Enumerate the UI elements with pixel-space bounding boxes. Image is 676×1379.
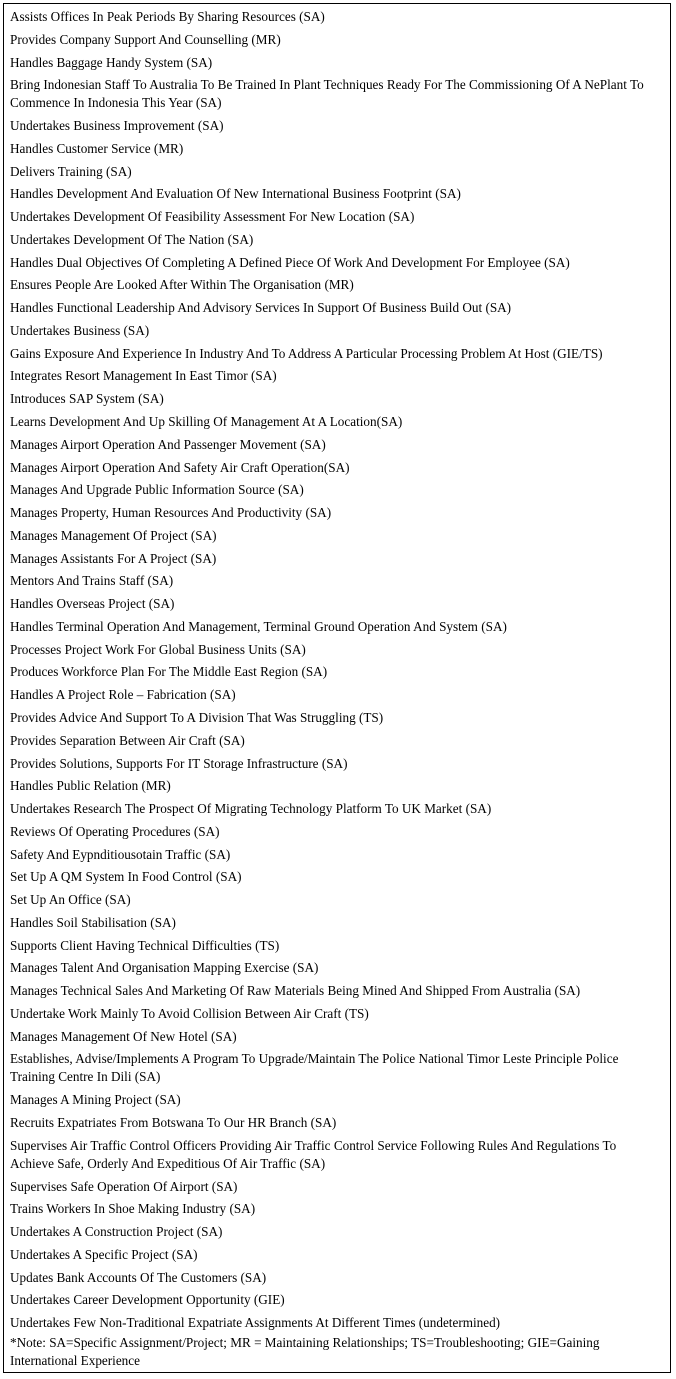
list-item: Integrates Resort Management In East Timor (SA) bbox=[10, 368, 277, 384]
list-item: Manages Airport Operation And Safety Air Craft Operation(SA) bbox=[10, 459, 350, 475]
list-item: Manages Airport Operation And Passenger Movement (SA) bbox=[10, 436, 326, 452]
list-item: Undertakes Development Of Feasibility Assessment For New Location (SA) bbox=[10, 209, 415, 225]
list-item: Handles Functional Leadership And Advisory Services In Support Of Business Build Out (SA) bbox=[10, 300, 512, 316]
list-item: Provides Separation Between Air Craft (SA) bbox=[10, 732, 245, 748]
list-item: Processes Project Work For Global Business Units (SA) bbox=[10, 641, 306, 657]
list-item: Provides Advice And Support To A Division That Was Struggling (TS) bbox=[10, 709, 384, 725]
list-item: Undertakes Business (SA) bbox=[10, 322, 150, 338]
footnote: *Note: SA=Specific Assignment/Project; MR = Maintaining Relationships; TS=Troubleshooting; GIE=Gaining International Experience bbox=[10, 1335, 600, 1368]
list-item: Undertakes Career Development Opportunity (GIE) bbox=[10, 1292, 285, 1308]
list-item: Handles Overseas Project (SA) bbox=[10, 596, 175, 612]
list-item: Gains Exposure And Experience In Industry And To Address A Particular Processing Problem At Host (GIE/TS) bbox=[10, 345, 603, 361]
list-item: Undertakes Research The Prospect Of Migrating Technology Platform To UK Market (SA) bbox=[10, 801, 492, 817]
list-item: Undertakes Few Non-Traditional Expatriate Assignments At Different Times (undetermined) bbox=[10, 1315, 501, 1331]
list-item: Supports Client Having Technical Difficulties (TS) bbox=[10, 937, 280, 953]
list-item: Handles Development And Evaluation Of New International Business Footprint (SA) bbox=[10, 186, 461, 202]
list-item: Trains Workers In Shoe Making Industry (SA) bbox=[10, 1201, 256, 1217]
list-item: Handles Customer Service (MR) bbox=[10, 140, 184, 156]
list-item: Introduces SAP System (SA) bbox=[10, 391, 164, 407]
list-item: Handles Terminal Operation And Management, Terminal Ground Operation And System (SA) bbox=[10, 618, 507, 634]
list-item: Handles Public Relation (MR) bbox=[10, 778, 171, 794]
list-item: Manages Management Of Project (SA) bbox=[10, 527, 217, 543]
list-item: Safety And Eypnditiousotain Traffic (SA) bbox=[10, 846, 231, 862]
list-item: Establishes, Advise/Implements A Program To Upgrade/Maintain The Police National Timor Leste Principle Police Training Centre In Dili (SA) bbox=[10, 1051, 619, 1085]
list-item: Handles Dual Objectives Of Completing A Defined Piece Of Work And Development For Employee (SA) bbox=[10, 254, 570, 270]
list-item: Manages Property, Human Resources And Productivity (SA) bbox=[10, 505, 332, 521]
list-item: Manages Assistants For A Project (SA) bbox=[10, 550, 217, 566]
list-item: Set Up An Office (SA) bbox=[10, 892, 131, 908]
list-item: Ensures People Are Looked After Within The Organisation (MR) bbox=[10, 277, 354, 293]
list-item: Produces Workforce Plan For The Middle East Region (SA) bbox=[10, 664, 328, 680]
list-item: Mentors And Trains Staff (SA) bbox=[10, 573, 174, 589]
list-item: Set Up A QM System In Food Control (SA) bbox=[10, 869, 242, 885]
list-item: Manages A Mining Project (SA) bbox=[10, 1092, 181, 1108]
list-item: Recruits Expatriates From Botswana To Our HR Branch (SA) bbox=[10, 1114, 337, 1130]
list-item: Handles Baggage Handy System (SA) bbox=[10, 54, 213, 70]
list-item: Manages Technical Sales And Marketing Of Raw Materials Being Mined And Shipped From Australia (SA) bbox=[10, 983, 581, 999]
list-item: Undertakes Business Improvement (SA) bbox=[10, 118, 224, 134]
list-item: Updates Bank Accounts Of The Customers (SA) bbox=[10, 1269, 267, 1285]
assignment-list bbox=[10, 8, 662, 1337]
list-item: Manages And Upgrade Public Information Source (SA) bbox=[10, 482, 304, 498]
list-item: Reviews Of Operating Procedures (SA) bbox=[10, 823, 220, 839]
list-item: Assists Offices In Peak Periods By Sharing Resources (SA) bbox=[10, 9, 325, 24]
list-item: Learns Development And Up Skilling Of Management At A Location(SA) bbox=[10, 414, 403, 430]
list-item: Delivers Training (SA) bbox=[10, 163, 132, 179]
list-item: Undertakes Development Of The Nation (SA) bbox=[10, 231, 254, 247]
list-item: Supervises Safe Operation Of Airport (SA) bbox=[10, 1178, 238, 1194]
list-item: Provides Solutions, Supports For IT Storage Infrastructure (SA) bbox=[10, 755, 348, 771]
list-item: Handles Soil Stabilisation (SA) bbox=[10, 914, 176, 930]
list-item: Provides Company Support And Counselling (MR) bbox=[10, 31, 281, 47]
list-item: Undertake Work Mainly To Avoid Collision Between Air Craft (TS) bbox=[10, 1005, 369, 1021]
list-item: Manages Talent And Organisation Mapping Exercise (SA) bbox=[10, 960, 319, 976]
list-item: Handles A Project Role – Fabrication (SA) bbox=[10, 687, 236, 703]
list-item: Manages Management Of New Hotel (SA) bbox=[10, 1028, 237, 1044]
list-item: Supervises Air Traffic Control Officers Providing Air Traffic Control Service Following Rules And Regulations To Achieve Safe, Orderly And Expeditious Of Air Traffic (SA) bbox=[10, 1137, 617, 1171]
list-item: Undertakes A Construction Project (SA) bbox=[10, 1224, 223, 1240]
list-item: Undertakes A Specific Project (SA) bbox=[10, 1246, 198, 1262]
list-item: Bring Indonesian Staff To Australia To Be Trained In Plant Techniques Ready For The Commissioning Of A NePlant To Commence In Indonesia This Year (SA) bbox=[10, 77, 644, 111]
